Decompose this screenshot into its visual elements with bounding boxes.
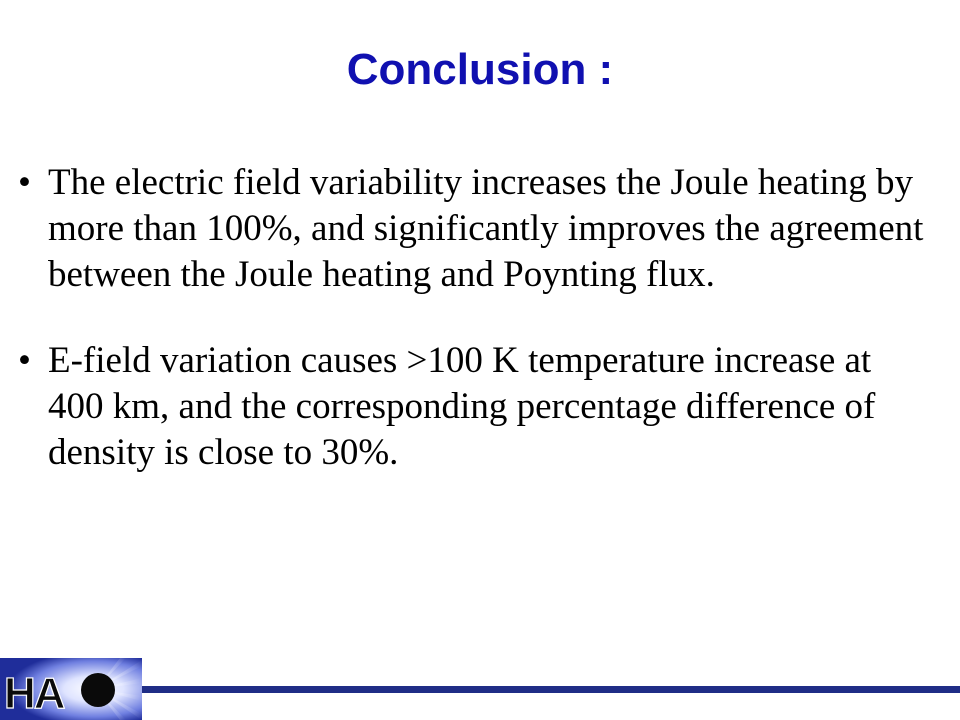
slide-title: Conclusion : [346, 45, 614, 94]
bullet-marker: • [18, 340, 31, 381]
hao-logo-icon [0, 658, 142, 720]
bullet-marker: • [18, 162, 31, 203]
bullet-text: E-field variation causes >100 K temperature increase at 400 km, and the corresponding percentage difference of density is close to 30%. [48, 340, 876, 473]
bullet-item [0, 338, 928, 476]
bullet-list [0, 160, 960, 516]
bullet-text: The electric field variability increases the Joule heating by more than 100%, and significantly improves the agreement between the Joule heating and Poynting flux. [48, 162, 924, 295]
logo-text: HA [4, 669, 64, 718]
bullet-item [0, 160, 928, 298]
slide-footer [0, 658, 960, 720]
footer-divider [142, 686, 960, 693]
